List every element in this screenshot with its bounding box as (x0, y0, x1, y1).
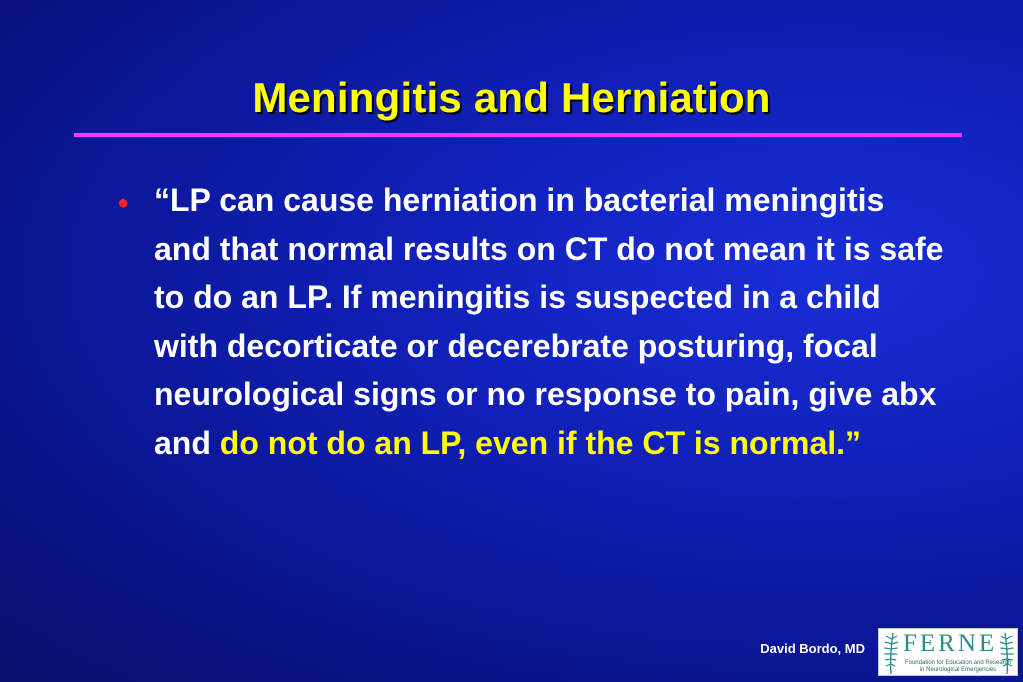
author-credit: David Bordo, MD (760, 641, 865, 656)
bullet-text (154, 176, 944, 467)
bullet-text-plain: “LP can cause herniation in bacterial meningitis and that normal results on CT do not mean it is safe to do an LP. If meningitis is suspected in a child with decorticate or decerebrate posturing, focal neurological signs or no response to pain, give abx and (154, 182, 944, 461)
title-underline (74, 133, 962, 137)
slide-title: Meningitis and Herniation (252, 74, 771, 121)
bullet-marker: • (118, 187, 129, 220)
ferne-logo (878, 628, 1018, 676)
logo-wordmark: FERNE (903, 630, 998, 657)
logo-tagline-line2: in Neurological Emergencies (919, 667, 997, 673)
bullet-text-highlight: do not do an LP, even if the CT is normal.” (219, 424, 862, 461)
logo-tagline-line1: Foundation for Education and Research (904, 660, 1012, 666)
